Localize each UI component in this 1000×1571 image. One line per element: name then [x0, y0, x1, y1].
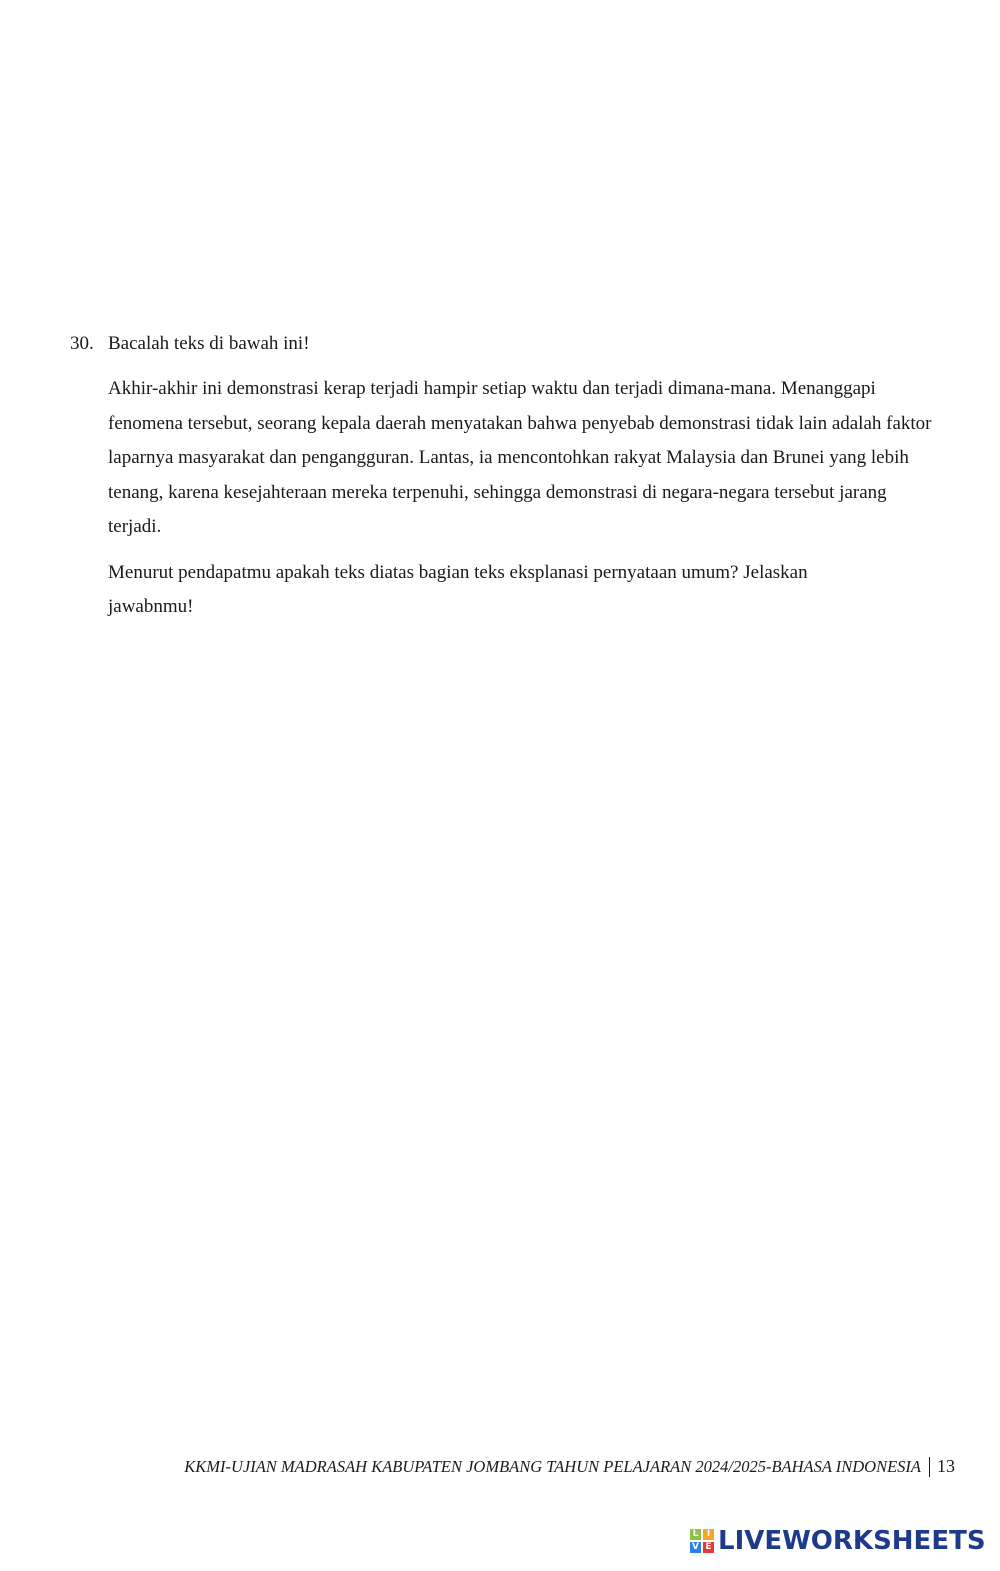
logo-cell-i: I — [703, 1529, 714, 1540]
footer-title: KKMI-UJIAN MADRASAH KABUPATEN JOMBANG TAHUN PELAJARAN 2024/2025-BAHASA INDONESIA — [184, 1456, 921, 1476]
question-prompt: Menurut pendapatmu apakah teks diatas bagian teks eksplanasi pernyataan umum? Jelaskan jawabnmu! — [108, 561, 808, 617]
page-footer — [184, 1456, 955, 1477]
question-body — [108, 372, 940, 625]
question-header — [70, 330, 940, 358]
brand-name: LIVEWORKSHEETS — [718, 1526, 986, 1556]
footer-divider — [929, 1457, 930, 1477]
question-number: 30. — [70, 333, 94, 354]
passage-text: Akhir-akhir ini demonstrasi kerap terjadi hampir setiap waktu dan terjadi dimana-mana. Menanggapi fenomena tersebut, seorang kepala daerah menyatakan bahwa penyebab demonstrasi tidak lain adalah faktor laparnya masyarakat dan pengangguran. Lantas, ia mencontohkan rakyat Malaysia dan Brunei yang lebih tenang, karena kesejahteraan mereka terpenuhi, sehingga demonstrasi di negara-negara tersebut jarang terjadi. — [108, 378, 932, 537]
liveworksheets-logo — [690, 1526, 986, 1556]
page-number: 13 — [937, 1456, 955, 1476]
logo-cell-v: V — [690, 1542, 701, 1553]
liveworksheets-grid-icon — [690, 1529, 714, 1553]
logo-cell-e: E — [703, 1542, 714, 1553]
question-instruction: Bacalah teks di bawah ini! — [108, 333, 310, 354]
question-30 — [70, 330, 940, 625]
logo-cell-l: L — [690, 1529, 701, 1540]
